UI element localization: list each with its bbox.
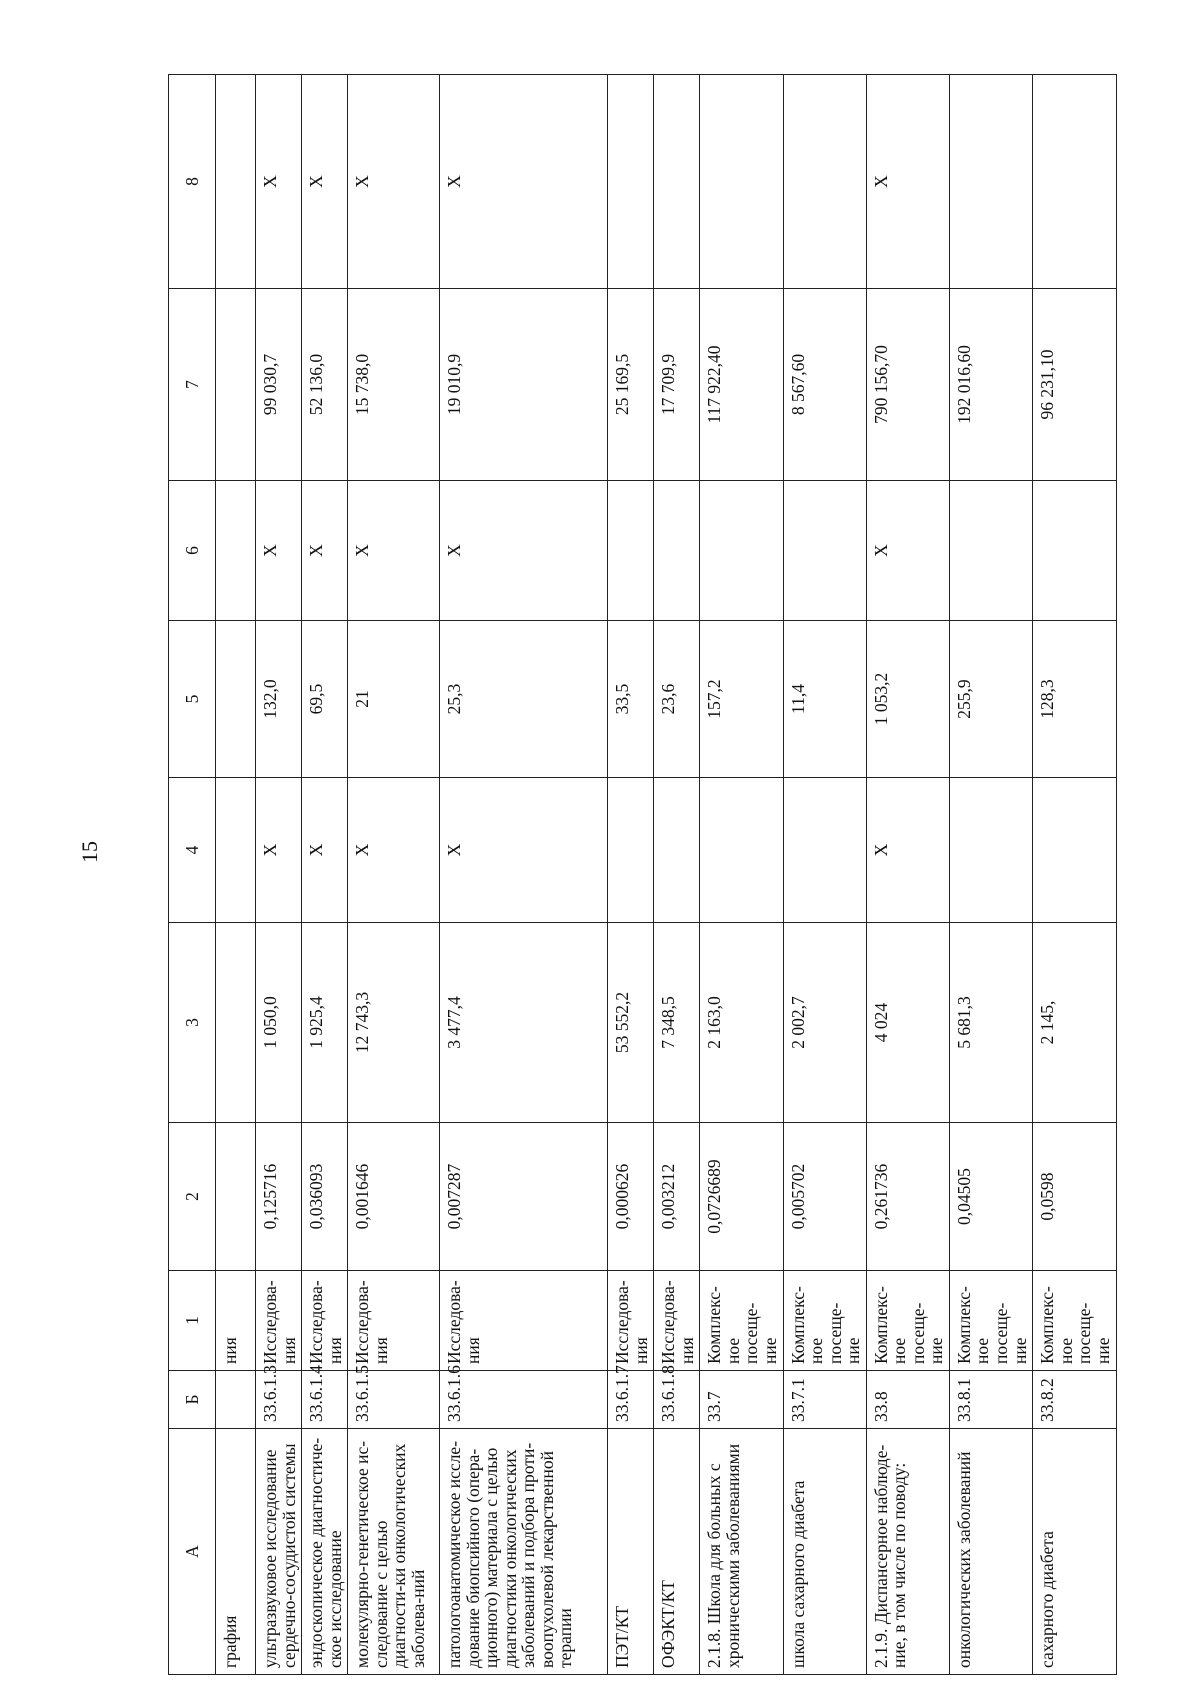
cell-name: графия bbox=[216, 1429, 256, 1675]
cell-col-7: 96 231,10 bbox=[1033, 289, 1117, 481]
cell-col-6 bbox=[654, 481, 700, 621]
cell-unit: Комплекс-ное посеще-ние bbox=[866, 1271, 949, 1371]
header-cell-7: 7 bbox=[169, 289, 216, 481]
cell-col-8: Х bbox=[440, 75, 608, 289]
table-row bbox=[216, 75, 256, 1675]
cell-col-8 bbox=[700, 75, 783, 289]
cell-name: школа сахарного диабета bbox=[783, 1429, 866, 1675]
cell-unit: Исследова-ния bbox=[348, 1271, 440, 1371]
cell-col-2 bbox=[216, 1123, 256, 1271]
cell-col-2: 0,0598 bbox=[1033, 1123, 1117, 1271]
cell-col-4 bbox=[608, 778, 654, 923]
cell-col-8: Х bbox=[866, 75, 949, 289]
cell-col-7: 19 010,9 bbox=[440, 289, 608, 481]
cell-col-5: 132,0 bbox=[256, 621, 302, 778]
cell-col-5: 1 053,2 bbox=[866, 621, 949, 778]
table-row bbox=[302, 75, 348, 1675]
cell-col-8: Х bbox=[348, 75, 440, 289]
cell-col-3: 4 024 bbox=[866, 923, 949, 1123]
cell-col-2: 0,001646 bbox=[348, 1123, 440, 1271]
cell-col-6: Х bbox=[302, 481, 348, 621]
cell-col-7: 52 136,0 bbox=[302, 289, 348, 481]
cell-code: 33.6.1.8 bbox=[654, 1371, 700, 1429]
cell-unit: Исследова-ния bbox=[608, 1271, 654, 1371]
cell-col-7: 192 016,60 bbox=[949, 289, 1032, 481]
header-cell-6: 6 bbox=[169, 481, 216, 621]
cell-col-3: 7 348,5 bbox=[654, 923, 700, 1123]
cell-col-8 bbox=[783, 75, 866, 289]
table-row bbox=[949, 75, 1032, 1675]
cell-code: 33.6.1.7 bbox=[608, 1371, 654, 1429]
header-cell-b: Б bbox=[169, 1371, 216, 1429]
header-cell-3: 3 bbox=[169, 923, 216, 1123]
cell-col-3 bbox=[216, 923, 256, 1123]
table-body bbox=[216, 75, 1117, 1675]
cell-col-3: 2 145, bbox=[1033, 923, 1117, 1123]
table-container bbox=[168, 75, 1113, 1675]
cell-col-5: 11,4 bbox=[783, 621, 866, 778]
cell-col-3: 12 743,3 bbox=[348, 923, 440, 1123]
cell-col-5: 33,5 bbox=[608, 621, 654, 778]
cell-col-8 bbox=[1033, 75, 1117, 289]
cell-col-2: 0,0726689 bbox=[700, 1123, 783, 1271]
cell-unit: Исследова-ния bbox=[440, 1271, 608, 1371]
cell-col-5: 21 bbox=[348, 621, 440, 778]
cell-col-8 bbox=[216, 75, 256, 289]
cell-code: 33.7.1 bbox=[783, 1371, 866, 1429]
cell-name: ОФЭКТ/КТ bbox=[654, 1429, 700, 1675]
cell-col-5 bbox=[216, 621, 256, 778]
cell-code: 33.8.2 bbox=[1033, 1371, 1117, 1429]
cell-col-2: 0,003212 bbox=[654, 1123, 700, 1271]
cell-col-4: Х bbox=[348, 778, 440, 923]
cell-col-7: 15 738,0 bbox=[348, 289, 440, 481]
cell-col-5: 157,2 bbox=[700, 621, 783, 778]
cell-name: сахарного диабета bbox=[1033, 1429, 1117, 1675]
cell-col-2: 0,036093 bbox=[302, 1123, 348, 1271]
cell-col-6: Х bbox=[348, 481, 440, 621]
data-table bbox=[168, 74, 1117, 1675]
cell-col-4 bbox=[654, 778, 700, 923]
cell-col-2: 0,005702 bbox=[783, 1123, 866, 1271]
table-row bbox=[866, 75, 949, 1675]
cell-code: 33.7 bbox=[700, 1371, 783, 1429]
cell-name: онкологических заболеваний bbox=[949, 1429, 1032, 1675]
cell-code: 33.6.1.3 bbox=[256, 1371, 302, 1429]
cell-col-6 bbox=[216, 481, 256, 621]
cell-col-3: 1 050,0 bbox=[256, 923, 302, 1123]
table-row bbox=[608, 75, 654, 1675]
cell-col-5: 128,3 bbox=[1033, 621, 1117, 778]
cell-col-7: 8 567,60 bbox=[783, 289, 866, 481]
table-row bbox=[256, 75, 302, 1675]
cell-name: ПЭТ/КТ bbox=[608, 1429, 654, 1675]
header-cell-a: А bbox=[169, 1429, 216, 1675]
cell-name: патологоанатомическое иссле-дование биопсийного (опера-ционного) материала с целью диагностики онкологических заболеваний и подбора проти-воопухолевой лекарственной терапии bbox=[440, 1429, 608, 1675]
cell-unit: Исследова-ния bbox=[302, 1271, 348, 1371]
cell-col-3: 2 002,7 bbox=[783, 923, 866, 1123]
cell-col-5: 255,9 bbox=[949, 621, 1032, 778]
cell-code: 33.6.1.6 bbox=[440, 1371, 608, 1429]
cell-col-4: Х bbox=[302, 778, 348, 923]
cell-col-3: 3 477,4 bbox=[440, 923, 608, 1123]
cell-col-3: 53 552,2 bbox=[608, 923, 654, 1123]
cell-unit: Комплекс-ное посеще-ние bbox=[1033, 1271, 1117, 1371]
cell-col-4: Х bbox=[256, 778, 302, 923]
cell-unit: Комплекс-ное посеще-ние bbox=[783, 1271, 866, 1371]
cell-col-7: 117 922,40 bbox=[700, 289, 783, 481]
cell-col-8 bbox=[608, 75, 654, 289]
header-row bbox=[169, 75, 216, 1675]
table-row bbox=[783, 75, 866, 1675]
cell-name: эндоскопическое диагностиче-ское исследование bbox=[302, 1429, 348, 1675]
cell-col-4 bbox=[216, 778, 256, 923]
cell-col-6 bbox=[949, 481, 1032, 621]
cell-name: молекулярно-генетическое ис-следование с целью диагности-ки онкологических заболева-ний bbox=[348, 1429, 440, 1675]
cell-col-6: Х bbox=[866, 481, 949, 621]
cell-col-6: Х bbox=[256, 481, 302, 621]
cell-col-4: Х bbox=[440, 778, 608, 923]
cell-col-3: 2 163,0 bbox=[700, 923, 783, 1123]
cell-col-6 bbox=[608, 481, 654, 621]
cell-col-3: 1 925,4 bbox=[302, 923, 348, 1123]
cell-col-4 bbox=[949, 778, 1032, 923]
cell-col-2: 0,261736 bbox=[866, 1123, 949, 1271]
cell-code: 33.6.1.5 bbox=[348, 1371, 440, 1429]
cell-col-4 bbox=[783, 778, 866, 923]
cell-col-6 bbox=[700, 481, 783, 621]
header-cell-2: 2 bbox=[169, 1123, 216, 1271]
table-row bbox=[1033, 75, 1117, 1675]
cell-col-6 bbox=[783, 481, 866, 621]
cell-col-6 bbox=[1033, 481, 1117, 621]
cell-col-8 bbox=[654, 75, 700, 289]
cell-name: ультразвуковое исследование сердечно-сосудистой системы bbox=[256, 1429, 302, 1675]
cell-col-4 bbox=[1033, 778, 1117, 923]
cell-name: 2.1.9. Диспансерное наблюде-ние, в том числе по поводу: bbox=[866, 1429, 949, 1675]
cell-col-4 bbox=[700, 778, 783, 923]
header-cell-1: 1 bbox=[169, 1271, 216, 1371]
cell-col-4: Х bbox=[866, 778, 949, 923]
cell-unit: ния bbox=[216, 1271, 256, 1371]
cell-code: 33.8 bbox=[866, 1371, 949, 1429]
cell-col-5: 23,6 bbox=[654, 621, 700, 778]
cell-col-6: Х bbox=[440, 481, 608, 621]
table-row bbox=[348, 75, 440, 1675]
cell-code: 33.6.1.4 bbox=[302, 1371, 348, 1429]
cell-col-5: 25,3 bbox=[440, 621, 608, 778]
table-row bbox=[654, 75, 700, 1675]
cell-col-7: 17 709,9 bbox=[654, 289, 700, 481]
page-number: 15 bbox=[77, 841, 102, 863]
cell-col-7: 790 156,70 bbox=[866, 289, 949, 481]
cell-col-2: 0,125716 bbox=[256, 1123, 302, 1271]
cell-name: 2.1.8. Школа для больных с хроническими заболеваниями bbox=[700, 1429, 783, 1675]
cell-unit: Исследова-ния bbox=[256, 1271, 302, 1371]
cell-unit: Исследова-ния bbox=[654, 1271, 700, 1371]
cell-col-7: 25 169,5 bbox=[608, 289, 654, 481]
header-cell-4: 4 bbox=[169, 778, 216, 923]
cell-unit: Комплекс-ное посеще-ние bbox=[949, 1271, 1032, 1371]
cell-col-7 bbox=[216, 289, 256, 481]
cell-col-3: 5 681,3 bbox=[949, 923, 1032, 1123]
cell-col-8: Х bbox=[256, 75, 302, 289]
cell-col-2: 0,000626 bbox=[608, 1123, 654, 1271]
table-row bbox=[440, 75, 608, 1675]
cell-col-8 bbox=[949, 75, 1032, 289]
cell-col-2: 0,04505 bbox=[949, 1123, 1032, 1271]
header-cell-8: 8 bbox=[169, 75, 216, 289]
header-cell-5: 5 bbox=[169, 621, 216, 778]
cell-col-2: 0,007287 bbox=[440, 1123, 608, 1271]
cell-col-7: 99 030,7 bbox=[256, 289, 302, 481]
rotated-table-frame bbox=[168, 75, 1113, 1675]
cell-unit: Комплекс-ное посеще-ние bbox=[700, 1271, 783, 1371]
cell-col-5: 69,5 bbox=[302, 621, 348, 778]
cell-col-8: Х bbox=[302, 75, 348, 289]
cell-code: 33.8.1 bbox=[949, 1371, 1032, 1429]
cell-code bbox=[216, 1371, 256, 1429]
table-row bbox=[700, 75, 783, 1675]
